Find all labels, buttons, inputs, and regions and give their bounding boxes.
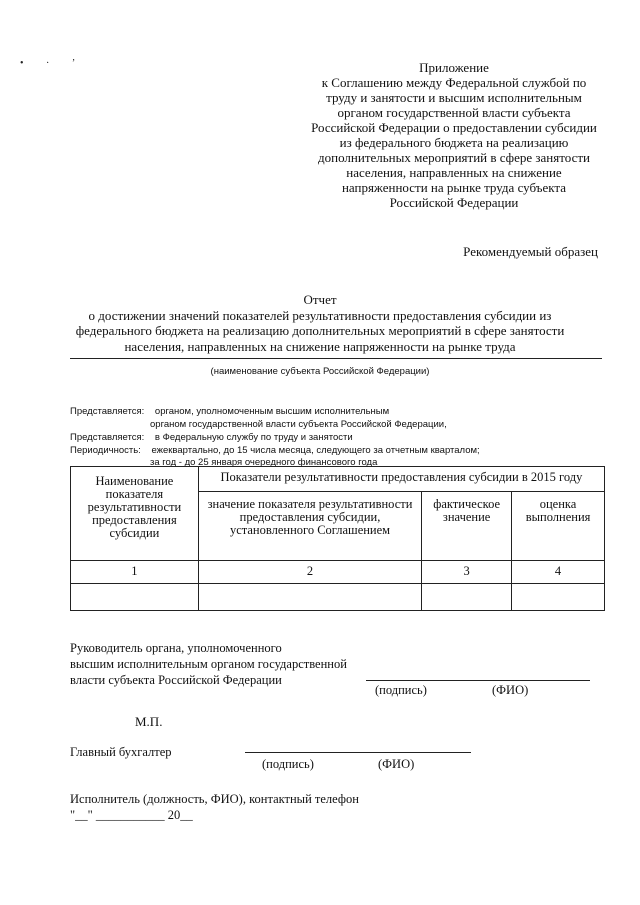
period-value-cont: за год - до 25 января очередного финансового года [150,457,378,468]
empty-cell [198,584,421,611]
appendix-line: Российской Федерации [389,195,519,210]
period-row [70,445,480,456]
column-number: 3 [422,561,512,584]
column-number: 1 [71,561,199,584]
head-signature-block [70,640,347,688]
appendix-line: напряженности на рынке труда субъекта [341,180,567,195]
column-number: 4 [512,561,605,584]
accountant-signature-line [245,752,471,753]
presented-to-label: Представляется: [70,432,145,443]
head-fio-caption: (ФИО) [492,683,529,697]
report-title-line: населения, направленных на снижение напряженности на рынке труда [124,338,516,354]
accountant-signature-caption: (подпись) [262,757,314,771]
appendix-line: органом государственной власти субъекта [337,105,571,120]
appendix-line: труду и занятости и высшим исполнительным [326,90,582,105]
empty-cell [71,584,199,611]
appendix-line: Российской Федерации о предоставлении субсидии [311,120,597,135]
appendix-line: населения, направленных на снижение [346,165,562,180]
head-title-line: Руководитель органа, уполномоченного [70,641,282,655]
presented-to-value: в Федеральную службу по труду и занятости [154,432,353,443]
appendix-line: к Соглашению между Федеральной службой по [321,75,587,90]
period-value: ежеквартально, до 15 числа месяца, следующего за отчетным кварталом; [151,445,480,456]
presented-to-row [70,432,353,443]
appendix-line: дополнительных мероприятий в сфере занятости [318,150,590,165]
head-signature-caption: (подпись) [375,683,427,697]
presented-by-label: Представляется: [70,406,145,417]
head-signature-line [366,680,590,681]
header-indicator-name: Наименование показателя результативности предоставления субсидии [71,467,199,561]
header-actual-value: фактическое значение [422,492,512,561]
stamp-place: М.П. [135,714,163,729]
empty-cell [422,584,512,611]
corner-marks: • · ʼ [20,58,86,69]
appendix-line: Приложение [419,60,489,75]
header-planned-value: значение показателя результативности предоставления субсидии, установленного Соглашением [198,492,421,561]
subject-name-line [70,358,602,359]
presented-by-value: органом, уполномоченным высшим исполнительным [154,406,390,417]
appendix-line: из федерального бюджета на реализацию [339,135,569,150]
report-title [70,292,570,354]
report-title-line: о достижении значений показателей результативности предоставления субсидии из [88,307,552,323]
accountant-fio-caption: (ФИО) [378,757,415,771]
report-heading: Отчет [303,292,337,307]
empty-cell [512,584,605,611]
presented-by-row [70,406,389,417]
indicators-table [70,466,605,611]
report-title-line: федерального бюджета на реализацию дополнительных мероприятий в сфере занятости [75,323,565,338]
date-line: "__" ___________ 20__ [70,808,193,822]
head-title-line: власти субъекта Российской Федерации [70,673,282,687]
appendix-block [296,60,612,210]
period-label: Периодичность: [70,445,141,456]
presented-by-value-cont: органом государственной власти субъекта Российской Федерации, [150,419,447,430]
subject-name-caption: (наименование субъекта Российской Федерации) [210,366,430,377]
executor-label: Исполнитель (должность, ФИО), контактный телефон [70,792,359,806]
header-group: Показатели результативности предоставления субсидии в 2015 году [198,467,604,492]
chief-accountant-label: Главный бухгалтер [70,745,172,759]
header-assessment: оценка выполнения [512,492,605,561]
recommended-sample-label: Рекомендуемый образец [463,244,598,259]
head-title-line: высшим исполнительным органом государственной [70,657,347,671]
column-number: 2 [198,561,421,584]
